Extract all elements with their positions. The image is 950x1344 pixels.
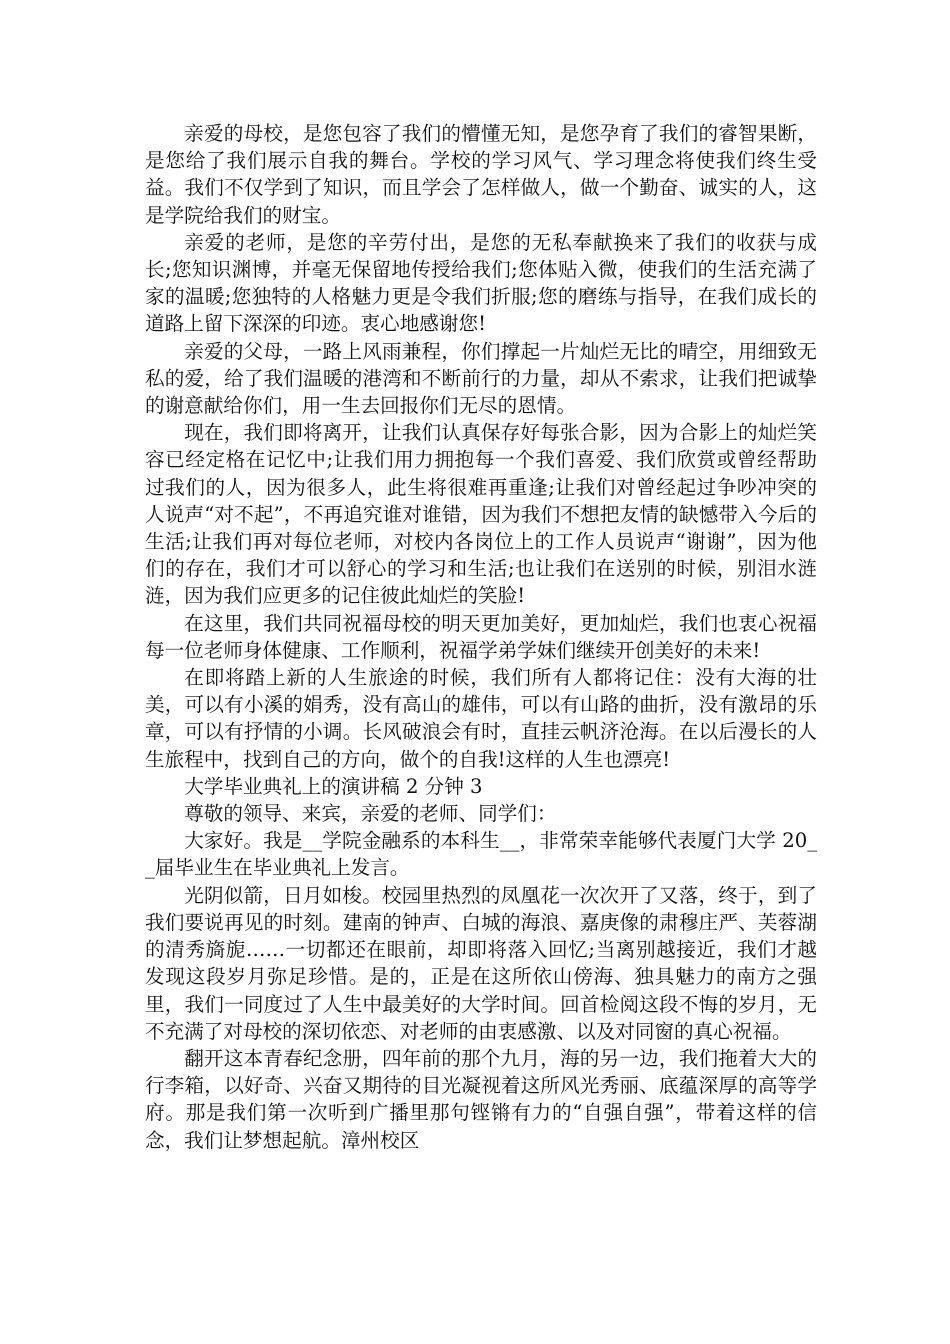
paragraph-alma-mater: 亲爱的母校，是您包容了我们的懵懂无知，是您孕育了我们的睿智果断，是您给了我们展示自我的舞台。学校的学习风气、学习理念将使我们终生受益。我们不仅学到了知识，而且学会了怎样做人，做一个勤奋、诚实的人，这是学院给我们的财宝。 bbox=[145, 122, 817, 227]
document-body bbox=[145, 120, 817, 1154]
paragraph-time-flies: 光阴似箭，日月如梭。校园里热烈的凤凰花一次次开了又落，终于，到了我们要说再见的时刻。建南的钟声、白城的海浪、嘉庚像的肃穆庄严、芙蓉湖的清秀旖旎……一切都还在眼前，却即将落入回忆;当离别越接近，我们才越发现这段岁月弥足珍惜。是的，正是在这所依山傍海、独具魅力的南方之强里，我们一同度过了人生中最美好的大学时间。回首检阅这段不悔的岁月，无不充满了对母校的深切依恋、对老师的由衷感激、以及对同窗的真心祝福。 bbox=[145, 883, 817, 1043]
salutation: 尊敬的领导、来宾，亲爱的老师、同学们： bbox=[184, 802, 557, 826]
section-heading: 大学毕业典礼上的演讲稿 2 分钟 3 bbox=[184, 774, 483, 798]
paragraph-teachers: 亲爱的老师，是您的辛劳付出，是您的无私奉献换来了我们的收获与成长;您知识渊博，并毫无保留地传授给我们;您体贴入微，使我们的生活充满了家的温暖;您独特的人格魅力更是令我们折服;您的磨练与指导，在我们成长的道路上留下深深的印迹。衷心地感谢您! bbox=[145, 230, 817, 336]
paragraph-parents: 亲爱的父母，一路上风雨兼程，你们撑起一片灿烂无比的晴空，用细致无私的爱，给了我们温暖的港湾和不断前行的力量，却从不索求，让我们把诚挚的谢意献给你们，用一生去回报你们无尽的恩情。 bbox=[145, 339, 817, 418]
paragraph-greeting: 大家好。我是__学院金融系的本科生__，非常荣幸能够代表厦门大学 20__届毕业生在毕业典礼上发言。 bbox=[145, 829, 817, 880]
paragraph-memories: 翻开这本青春纪念册，四年前的那个九月，海的另一边，我们拖着大大的行李箱，以好奇、兴奋又期待的目光凝视着这所风光秀丽、底蕴深厚的高等学府。那是我们第一次听到广播里那句铿锵有力的“自强自强”，带着这样的信念，我们让梦想起航。漳州校区 bbox=[145, 1046, 817, 1152]
paragraph-blessing: 在这里，我们共同祝福母校的明天更加美好，更加灿烂，我们也衷心祝福每一位老师身体健康、工作顺利，祝福学弟学妹们继续开创美好的未来! bbox=[145, 611, 817, 662]
paragraph-farewell: 现在，我们即将离开，让我们认真保存好每张合影，因为合影上的灿烂笑容已经定格在记忆中;让我们用力拥抱每一个我们喜爱、我们欣赏或曾经帮助过我们的人，因为很多人，此生将很难再重逢;让我们对曾经起过争吵冲突的人说声“对不起”，不再追究谁对谁错，因为我们不想把友情的缺憾带入今后的生活;让我们再对每位老师，对校内各岗位上的工作人员说声“谢谢”，因为他们的存在，我们才可以舒心的学习和生活;也让我们在送别的时候，别泪水涟涟，因为我们应更多的记住彼此灿烂的笑脸! bbox=[145, 421, 817, 608]
paragraph-new-journey: 在即将踏上新的人生旅途的时候，我们所有人都将记住：没有大海的壮美，可以有小溪的娟秀，没有高山的雄伟，可以有山路的曲折，没有激昂的乐章，可以有抒情的小调。长风破浪会有时，直挂云帆济沧海。在以后漫长的人生旅程中，找到自己的方向，做个的自我!这样的人生也漂亮! bbox=[145, 666, 817, 771]
